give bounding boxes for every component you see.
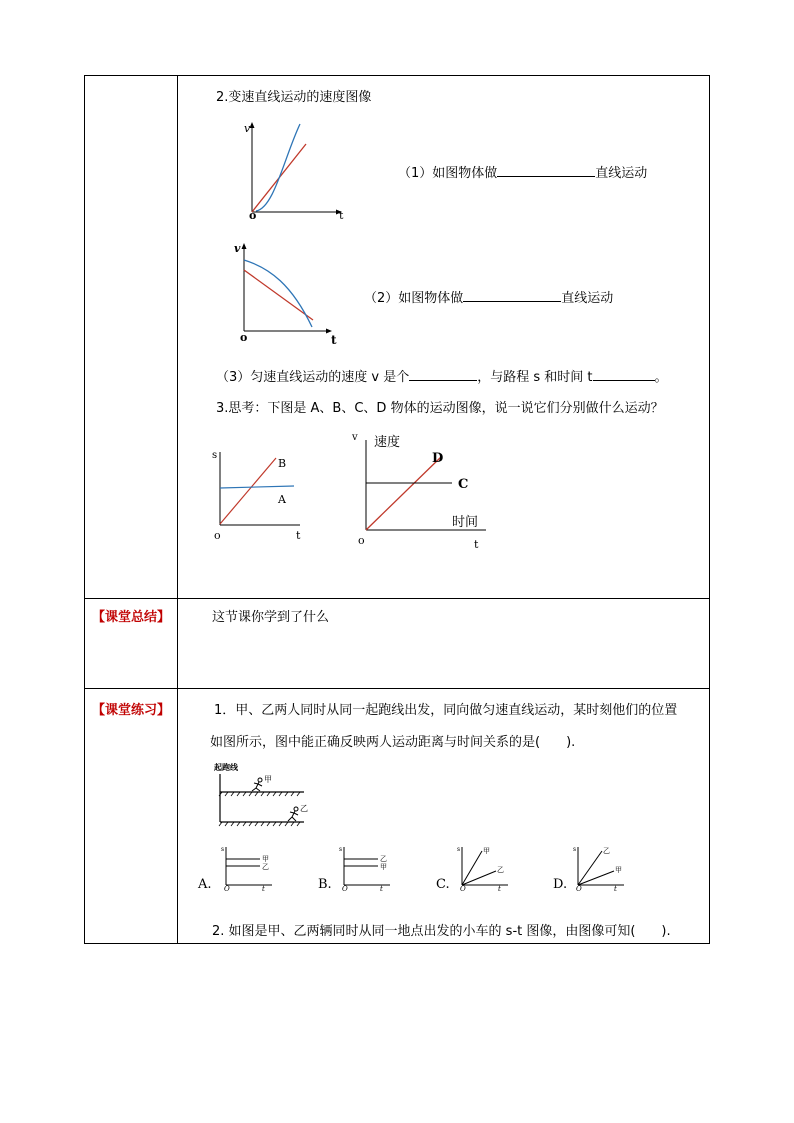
svg-text:s: s	[339, 846, 343, 853]
option-d-label[interactable]: D.	[553, 877, 568, 892]
svg-text:时间: 时间	[452, 515, 479, 530]
svg-text:v: v	[244, 122, 251, 135]
svg-text:v: v	[352, 432, 358, 443]
svg-text:t: t	[474, 538, 479, 551]
svg-text:t: t	[296, 529, 301, 542]
svg-text:v: v	[234, 242, 241, 255]
option-d-graph	[572, 843, 632, 893]
summary-label: 【课堂总结】	[92, 610, 171, 625]
exercise-q2: 2. 如图是甲、乙两辆同时从同一地点出发的小车的 s-t 图像，由图像可知( ).	[212, 924, 671, 939]
exercise-q1-line2: 如图所示，图中能正确反映两人运动距离与时间关系的是( ).	[210, 735, 576, 750]
row-divider-1	[85, 598, 709, 599]
vt-graph-cd	[346, 428, 496, 558]
svg-text:A: A	[278, 493, 286, 506]
svg-text:C: C	[458, 477, 469, 492]
option-c-graph	[456, 843, 516, 893]
svg-text:乙: 乙	[300, 804, 308, 813]
svg-text:乙: 乙	[380, 855, 387, 863]
option-a-label[interactable]: A.	[198, 877, 212, 892]
column-divider	[177, 76, 178, 943]
svg-text:乙: 乙	[262, 863, 269, 871]
svg-text:甲: 甲	[615, 866, 622, 874]
svg-text:甲: 甲	[483, 847, 490, 855]
svg-text:o: o	[214, 529, 221, 542]
svg-text:B: B	[278, 457, 287, 470]
row-divider-2	[85, 688, 709, 689]
svg-text:t: t	[331, 333, 337, 347]
svg-text:速度: 速度	[374, 435, 401, 450]
svg-text:甲: 甲	[380, 863, 387, 871]
svg-text:t: t	[498, 885, 501, 893]
velocity-graph-decelerating	[230, 240, 350, 350]
svg-text:s: s	[221, 846, 225, 853]
svg-text:O: O	[342, 885, 348, 893]
option-a-graph	[220, 843, 280, 893]
svg-text:甲: 甲	[264, 775, 272, 784]
runner-jia-icon	[252, 778, 262, 791]
st-graph-ab	[208, 448, 318, 548]
svg-text:s: s	[212, 450, 218, 461]
svg-text:t: t	[339, 209, 344, 222]
svg-text:o: o	[240, 331, 248, 344]
question-1-text: （1）如图物体做 直线运动	[398, 166, 648, 181]
svg-text:甲: 甲	[262, 855, 269, 863]
option-b-label[interactable]: B.	[318, 877, 332, 892]
svg-text:t: t	[380, 885, 383, 893]
question-3-text: （3）匀速直线运动的速度 v 是个 ，与路程 s 和时间 t 。	[216, 370, 668, 385]
svg-text:s: s	[573, 846, 577, 853]
question-2-text: （2）如图物体做 直线运动	[364, 291, 614, 306]
svg-text:O: O	[576, 885, 582, 893]
exercise-label: 【课堂练习】	[92, 703, 171, 718]
svg-text:s: s	[457, 846, 461, 853]
section-heading-velocity: 2.变速直线运动的速度图像	[216, 90, 372, 105]
velocity-graph-accelerating	[236, 118, 356, 228]
svg-text:O: O	[224, 885, 230, 893]
exercise-q1-line1: 1．甲、乙两人同时从同一起跑线出发，同向做匀速直线运动，某时刻他们的位置	[214, 703, 678, 718]
svg-text:t: t	[262, 885, 265, 893]
summary-text: 这节课你学到了什么	[212, 610, 330, 625]
think-question: 3.思考：下图是 A、B、C、D 物体的运动图像，说一说它们分别做什么运动？	[216, 401, 664, 416]
svg-text:D: D	[432, 451, 444, 466]
svg-text:o: o	[358, 534, 365, 547]
option-b-graph	[338, 843, 398, 893]
svg-text:O: O	[460, 885, 466, 893]
svg-text:乙: 乙	[603, 847, 610, 855]
svg-text:o: o	[249, 209, 257, 222]
runner-yi-icon	[288, 807, 298, 821]
svg-text:t: t	[614, 885, 617, 893]
svg-text:乙: 乙	[497, 866, 504, 874]
svg-text:起跑线: 起跑线	[214, 762, 238, 772]
runners-illustration	[214, 762, 314, 830]
option-c-label[interactable]: C.	[436, 877, 450, 892]
